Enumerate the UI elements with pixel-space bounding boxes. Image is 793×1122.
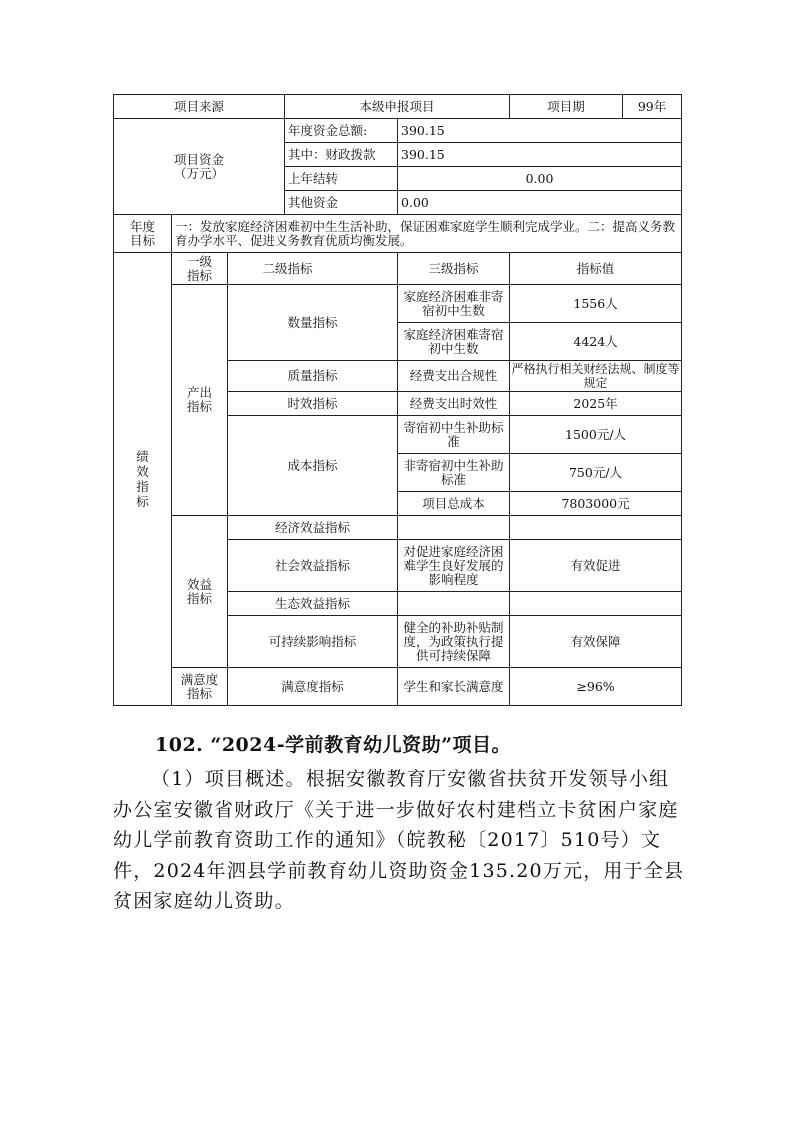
funding-row-value: 0.00	[398, 191, 682, 215]
output-indicator-label	[172, 285, 228, 516]
indicator-name: 家庭经济困难非寄宿初中生数	[398, 285, 510, 323]
indicator-name: 学生和家长满意度	[398, 668, 510, 706]
satisfaction-indicator-label-text: 满意度指标	[180, 671, 219, 701]
satisfaction-sub-label: 满意度指标	[228, 668, 398, 706]
section-heading: 102. “2024-学前教育幼儿资助”项目。	[155, 734, 512, 756]
funding-row-label: 其中：财政拨款	[285, 143, 398, 167]
indicator-name	[398, 516, 510, 540]
indicator-value: 1556人	[510, 285, 682, 323]
level1-header	[172, 253, 228, 285]
output-indicator-label-text: 产出指标	[186, 385, 212, 414]
quality-indicator-label: 质量指标	[228, 361, 398, 392]
cost-indicator-label: 成本指标	[228, 416, 398, 516]
project-overview-paragraph: （1）项目概述。根据安徽教育厅安徽省扶贫开发领导小组办公室安徽省财政厅《关于进一步做好农村建档立卡贫困户家庭幼儿学前教育资助工作的通知》（皖教秘〔2017〕510号）文件，2024年泗县学前教育幼儿资助资金135.20万元，用于全县贫困家庭幼儿资助。	[113, 768, 685, 912]
indicator-name: 寄宿初中生补助标准	[398, 416, 510, 454]
level1-header-text: 一级指标	[186, 253, 212, 283]
performance-label-text: 绩效指标	[136, 449, 149, 509]
indicator-value	[510, 592, 682, 616]
indicator-value: 1500元/人	[510, 416, 682, 454]
source-value: 本级申报项目	[285, 95, 510, 119]
sustain-indicator-label: 可持续影响指标	[228, 616, 398, 668]
funding-row-value: 390.15	[398, 143, 682, 167]
annual-goal-text: 一：发放家庭经济困难初中生生活补助，保证困难家庭学生顺利完成学业。二：提高义务教育办学水平、促进义务教育优质均衡发展。	[172, 215, 682, 253]
satisfaction-indicator-label	[172, 668, 228, 706]
funding-label-line1: 项目资金	[174, 151, 225, 167]
social-indicator-label: 社会效益指标	[228, 540, 398, 592]
indicator-value: 有效促进	[510, 540, 682, 592]
funding-label-line2: （万元）	[174, 165, 225, 181]
level2-header: 二级指标	[228, 253, 398, 285]
funding-label	[114, 119, 285, 215]
period-label: 项目期	[510, 95, 623, 118]
performance-label	[114, 253, 172, 706]
indicator-value: 2025年	[510, 392, 682, 416]
indicator-value: 7803000元	[510, 492, 682, 516]
period-cell	[510, 95, 682, 119]
indicator-name: 非寄宿初中生补助标准	[398, 454, 510, 492]
project-budget-table	[113, 94, 682, 706]
funding-row-label: 上年结转	[285, 167, 398, 191]
indicator-value: 4424人	[510, 323, 682, 361]
indicator-name: 家庭经济困难寄宿初中生数	[398, 323, 510, 361]
funding-row-value: 0.00	[398, 167, 682, 191]
funding-row-label: 其他资金	[285, 191, 398, 215]
benefit-indicator-label	[172, 516, 228, 668]
indicator-name: 经费支出时效性	[398, 392, 510, 416]
source-label: 项目来源	[114, 95, 285, 119]
annual-goal-label	[114, 215, 172, 253]
indicator-name: 项目总成本	[398, 492, 510, 516]
indicator-value: ≥96%	[510, 668, 682, 706]
annual-goal-label-text: 年度目标	[129, 218, 155, 248]
period-value: 99年	[637, 98, 667, 114]
indicator-value: 严格执行相关财经法规、制度等规定	[511, 362, 680, 390]
benefit-indicator-label-text: 效益指标	[186, 576, 212, 606]
funding-row-value: 390.15	[398, 119, 682, 143]
economic-indicator-label: 经济效益指标	[228, 516, 398, 540]
ecological-indicator-label: 生态效益指标	[228, 592, 398, 616]
time-indicator-label: 时效指标	[228, 392, 398, 416]
indicator-value: 750元/人	[510, 454, 682, 492]
indicator-value	[510, 516, 682, 540]
indicator-value: 有效保障	[510, 616, 682, 668]
value-header: 指标值	[510, 253, 682, 285]
funding-row-label: 年度资金总额:	[285, 119, 398, 143]
indicator-name: 对促进家庭经济困难学生良好发展的影响程度	[398, 540, 510, 592]
level3-header: 三级指标	[398, 253, 510, 285]
indicator-name: 健全的补助补贴制度，为政策执行提供可持续保障	[398, 616, 510, 668]
quantity-indicator-label: 数量指标	[228, 285, 398, 361]
indicator-name: 经费支出合规性	[398, 361, 510, 392]
indicator-name	[398, 592, 510, 616]
